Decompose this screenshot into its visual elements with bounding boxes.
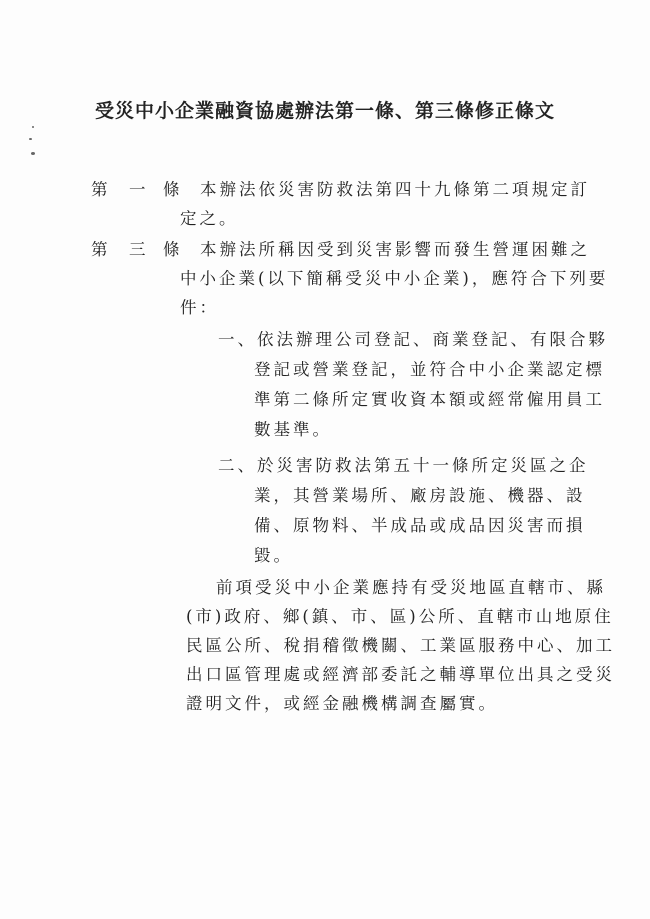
item-1-line: 準第二條所定實收資本額或經常僱用員工 <box>254 390 605 409</box>
article-3-label-char: 第 <box>91 240 108 259</box>
item-1-line: 一、依法辦理公司登記、商業登記、有限合夥 <box>218 330 608 349</box>
article-3-label-char: 三 <box>129 240 146 259</box>
item-1-line: 登記或營業登記，並符合中小企業認定標 <box>254 360 605 379</box>
item-2-line: 毀。 <box>254 546 293 565</box>
article-3-line: 本辦法所稱因受到災害影響而發生營運困難之 <box>200 240 590 259</box>
paragraph-line: 民區公所、稅捐稽徵機關、工業區服務中心、加工 <box>186 636 615 655</box>
item-2-line: 業，其營業場所、廠房設施、機器、設 <box>254 486 586 505</box>
article-1-line: 本辦法依災害防救法第四十九條第二項規定訂 <box>200 180 590 199</box>
article-3-line: 件： <box>180 298 219 317</box>
item-2-line: 二、於災害防救法第五十一條所定災區之企 <box>218 456 589 475</box>
article-3-label-char: 條 <box>163 240 180 259</box>
document-title: 受災中小企業融資協處辦法第一條、第三條修正條文 <box>94 100 555 122</box>
paragraph-line: 證明文件，或經金融機構調查屬實。 <box>186 694 498 713</box>
scan-specks <box>28 126 40 166</box>
article-3-line: 中小企業(以下簡稱受災中小企業)，應符合下列要 <box>180 269 609 288</box>
article-1-label-char: 條 <box>163 180 180 199</box>
article-1-label-char: 一 <box>129 180 146 199</box>
paragraph-line: 出口區管理處或經濟部委託之輔導單位出具之受災 <box>186 665 615 684</box>
paragraph-line: 前項受災中小企業應持有受災地區直轄市、縣 <box>216 578 606 597</box>
article-1-label-char: 第 <box>91 180 108 199</box>
article-1-line: 定之。 <box>180 209 239 228</box>
item-1-line: 數基準。 <box>254 420 332 439</box>
item-2-line: 備、原物料、半成品或成品因災害而損 <box>254 516 586 535</box>
paragraph-line: (市)政府、鄉(鎮、市、區)公所、直轄市山地原住 <box>186 607 614 626</box>
